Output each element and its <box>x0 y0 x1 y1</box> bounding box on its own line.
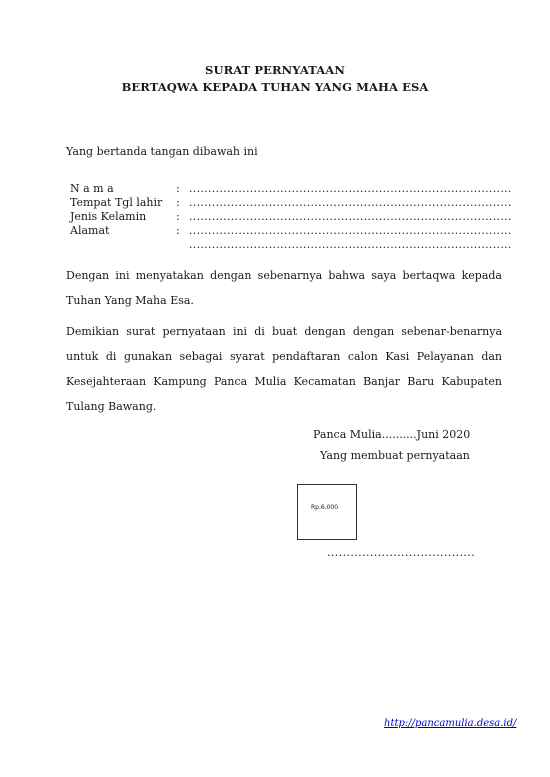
field-fill-nama: ..................................................................................... <box>189 182 512 195</box>
maker-label: Yang membuat pernyataan <box>320 449 470 462</box>
field-fill-jenis-kelamin: ..................................................................................... <box>189 210 512 223</box>
field-fill-alamat: ..................................................................................... <box>189 224 512 237</box>
field-colon: : <box>176 182 180 195</box>
field-colon: : <box>176 210 180 223</box>
field-fill-alamat-extra: ..................................................................................... <box>189 238 512 251</box>
stamp-text: Rp.6.000 <box>311 504 339 511</box>
field-colon: : <box>176 224 180 237</box>
document-subtitle: BERTAQWA KEPADA TUHAN YANG MAHA ESA <box>121 80 429 94</box>
statement-paragraph: Dengan ini menyatakan dengan sebenarnya bahwa saya bertaqwa kepada Tuhan Yang Maha Esa. <box>66 269 502 307</box>
field-colon: : <box>176 196 180 209</box>
field-label-jenis-kelamin: Jenis Kelamin <box>70 210 147 223</box>
signature-line: ...................................... <box>327 546 476 559</box>
document-title: SURAT PERNYATAAN <box>205 63 345 77</box>
footer-link[interactable]: http://pancamulia.desa.id/ <box>384 718 517 729</box>
field-fill-tempat-tgl-lahir: ..................................................................................... <box>189 196 512 209</box>
intro-text: Yang bertanda tangan dibawah ini <box>66 145 258 158</box>
field-label-tempat-tgl-lahir: Tempat Tgl lahir <box>70 196 163 209</box>
field-label-alamat: Alamat <box>70 224 110 237</box>
stamp-box <box>297 484 357 540</box>
field-label-nama: N a m a <box>70 182 114 195</box>
place-date: Panca Mulia..........Juni 2020 <box>313 428 471 441</box>
closing-paragraph: Demikian surat pernyataan ini di buat dengan dengan sebenar-benarnya untuk di gunakan sebagai syarat pendaftaran calon Kasi Pelayanan dan Kesejahteraan Kampung Panca Mulia Kecamatan Banjar Baru Kabupaten Tulang Bawang. <box>66 325 502 413</box>
